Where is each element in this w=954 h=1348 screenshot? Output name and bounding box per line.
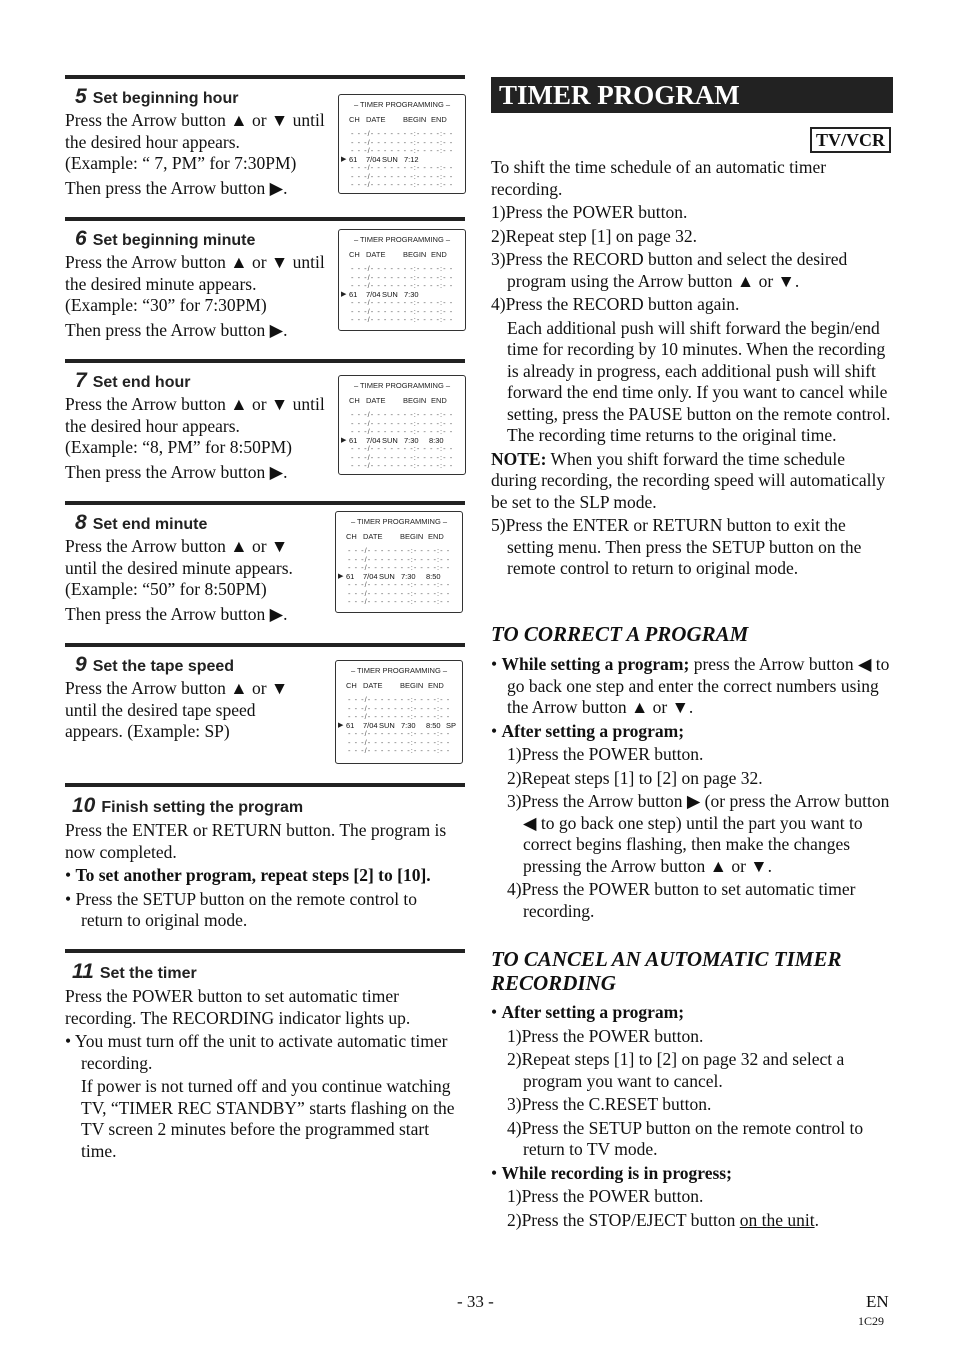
screen-title: – TIMER PROGRAMMING –: [353, 100, 451, 109]
empty-row: - - -/- - - - - - -:- - - -:- -: [351, 444, 454, 453]
selection-arrow-icon: ▶: [338, 721, 344, 729]
empty-row: - - -/- - - - - - -:- - - -:- -: [351, 171, 454, 180]
step-text: Press the Arrow button ▲ or ▼ until the desired tape speed appears. (Example: SP): [65, 678, 289, 741]
header-ch: CH: [349, 250, 360, 259]
timer-screen: [335, 511, 463, 613]
language-label: EN: [866, 1292, 889, 1311]
cell-ch: 61: [349, 154, 358, 164]
cell-ch: 61: [349, 289, 358, 299]
cell-day: SUN: [382, 435, 398, 445]
header-begin: BEGIN: [403, 396, 427, 405]
timer-screen: [335, 660, 463, 764]
cell-end: 8:50: [426, 720, 441, 730]
step-text: Press the Arrow button ▲ or ▼ until the desired hour appears. (Example: “ 7, PM” for 7:30PM) Then press the Arrow button ▶.: [65, 110, 325, 198]
empty-row: - - -/- - - - - - -:- - - -:- -: [351, 306, 454, 315]
selection-arrow-icon: ▶: [338, 572, 344, 580]
cell-date: 7/04: [363, 571, 378, 581]
divider: [65, 783, 465, 787]
header-end: END: [431, 250, 447, 259]
cell-begin: 7:30: [401, 571, 416, 581]
step-text: Press the POWER button to set automatic timer recording. The RECORDING indicator lights up. • You must turn off the unit to activate automatic timer recording. If power is not turned off and you continue watching TV, “TIMER REC STANDBY” starts flashing on the TV screen 2 minutes before the programmed start time.: [65, 986, 455, 1161]
page-number: - 33 -: [457, 1292, 494, 1311]
empty-row: - - -/- - - - - - -:- - - -:- -: [351, 298, 454, 307]
step-heading: 7 Set end hour: [75, 369, 191, 392]
cell-day: SUN: [382, 289, 398, 299]
cell-date: 7/04: [366, 154, 381, 164]
divider: [65, 949, 465, 953]
header-end: END: [431, 396, 447, 405]
cell-day: SUN: [379, 720, 395, 730]
cell-end: 8:50: [426, 571, 441, 581]
selection-arrow-icon: ▶: [341, 290, 347, 298]
header-end: END: [428, 532, 444, 541]
header-begin: BEGIN: [400, 681, 424, 690]
empty-row: - - -/- - - - - - -:- - - -:- -: [348, 597, 451, 606]
empty-row: - - -/- - - - - - -:- - - -:- -: [348, 695, 451, 704]
step-heading: 5 Set beginning hour: [75, 85, 239, 108]
cancel-text: • After setting a program; 1)Press the POWER button. 2)Repeat steps [1] to [2] on page 32 and select a program you want to cancel. 3)Press the C.RESET button. 4)Press the SETUP button on the remote control to return to TV mode. • While recording is in progress; 1)Press the POWER button. 2)Press the STOP/EJECT button on the unit.: [491, 1002, 864, 1230]
empty-row: - - -/- - - - - - -:- - - -:- -: [351, 410, 454, 419]
header-ch: CH: [346, 532, 357, 541]
page-title: TIMER PROGRAM EXTENSION: [491, 77, 893, 113]
empty-row: - - -/- - - - - - -:- - - -:- -: [348, 703, 451, 712]
screen-title: – TIMER PROGRAMMING –: [353, 235, 451, 244]
empty-row: - - -/- - - - - - -:- - - -:- -: [351, 461, 454, 470]
cell-date: 7/04: [366, 289, 381, 299]
header-begin: BEGIN: [400, 532, 424, 541]
screen-title: – TIMER PROGRAMMING –: [350, 517, 448, 526]
divider: [65, 217, 465, 221]
header-end: END: [431, 115, 447, 124]
step-heading: 6 Set beginning minute: [75, 227, 256, 250]
empty-row: - - -/- - - - - - -:- - - -:- -: [351, 281, 454, 290]
empty-row: - - -/- - - - - - -:- - - -:- -: [348, 546, 451, 555]
empty-row: - - -/- - - - - - -:- - - -:- -: [351, 163, 454, 172]
divider: [65, 75, 465, 79]
empty-row: - - -/- - - - - - -:- - - -:- -: [348, 712, 451, 721]
timer-screen: [338, 94, 466, 194]
divider: [65, 501, 465, 505]
step-heading: 11 Set the timer: [72, 960, 197, 983]
cell-begin: 7:30: [404, 289, 419, 299]
header-date: DATE: [363, 681, 383, 690]
section-heading: TO CANCEL AN AUTOMATIC TIMER RECORDING: [491, 947, 842, 995]
cell-date: 7/04: [363, 720, 378, 730]
header-date: DATE: [366, 250, 386, 259]
empty-row: - - -/- - - - - - -:- - - -:- -: [348, 746, 451, 755]
cell-day: SUN: [379, 571, 395, 581]
header-ch: CH: [346, 681, 357, 690]
empty-row: - - -/- - - - - - -:- - - -:- -: [351, 427, 454, 436]
divider: [65, 643, 465, 647]
empty-row: - - -/- - - - - - -:- - - -:- -: [348, 580, 451, 589]
empty-row: - - -/- - - - - - -:- - - -:- -: [348, 563, 451, 572]
step-text: Press the Arrow button ▲ or ▼ until the desired minute appears. (Example: “50” for 8:50PM) Then press the Arrow button ▶.: [65, 536, 293, 624]
correct-text: • While setting a program; press the Arrow button ◀ to go back one step and enter the correct numbers using the Arrow button ▲ or ▼. • After setting a program; 1)Press the POWER button. 2)Repeat steps [1] to [2] on page 32. 3)Press the Arrow button ▶ (or press the Arrow button ◀ to go back one step) until the part you want to correct begins flashing, then make the changes pressing the Arrow button ▲ or ▼. 4)Press the POWER button to set automatic timer recording.: [491, 654, 890, 921]
section-heading: TO CORRECT A PROGRAM: [491, 622, 749, 646]
step-heading: 10 Finish setting the program: [72, 794, 304, 817]
empty-row: - - -/- - - - - - -:- - - -:- -: [351, 264, 454, 273]
screen-title: – TIMER PROGRAMMING –: [353, 381, 451, 390]
selection-arrow-icon: ▶: [341, 436, 347, 444]
empty-row: - - -/- - - - - - -:- - - -:- -: [351, 146, 454, 155]
model-code: 1C29: [858, 1314, 885, 1328]
empty-row: - - -/- - - - - - -:- - - -:- -: [351, 452, 454, 461]
header-end: END: [428, 681, 444, 690]
cell-begin: 7:12: [404, 154, 419, 164]
empty-row: - - -/- - - - - - -:- - - -:- -: [351, 180, 454, 189]
step-text: Press the Arrow button ▲ or ▼ until the desired hour appears. (Example: “8, PM” for 8:50PM) Then press the Arrow button ▶.: [65, 394, 325, 482]
empty-row: - - -/- - - - - - -:- - - -:- -: [351, 315, 454, 324]
cell-day: SUN: [382, 154, 398, 164]
step-text: Press the ENTER or RETURN button. The program is now completed. • To set another program, repeat steps [2] to [10]. • Press the SETUP button on the remote control to return to original mode.: [65, 820, 447, 930]
step-heading: 9 Set the tape speed: [75, 653, 235, 676]
timer-screen: [338, 375, 466, 475]
empty-row: - - -/- - - - - - -:- - - -:- -: [348, 588, 451, 597]
cell-speed: SP: [446, 720, 457, 730]
header-date: DATE: [366, 396, 386, 405]
step-heading: 8 Set end minute: [75, 511, 208, 534]
header-begin: BEGIN: [403, 115, 427, 124]
mode-badge: TV/VCR: [810, 127, 891, 153]
empty-row: - - -/- - - - - - -:- - - -:- -: [351, 129, 454, 138]
header-date: DATE: [363, 532, 383, 541]
cell-begin: 7:30: [404, 435, 419, 445]
header-date: DATE: [366, 115, 386, 124]
timer-screen: [338, 229, 466, 331]
cell-ch: 61: [346, 571, 355, 581]
header-begin: BEGIN: [403, 250, 427, 259]
cell-begin: 7:30: [401, 720, 416, 730]
divider: [65, 359, 465, 363]
empty-row: - - -/- - - - - - -:- - - -:- -: [351, 418, 454, 427]
step-text: Press the Arrow button ▲ or ▼ until the desired minute appears. (Example: “30” for 7:30PM) Then press the Arrow button ▶.: [65, 252, 325, 340]
selection-arrow-icon: ▶: [341, 155, 347, 163]
empty-row: - - -/- - - - - - -:- - - -:- -: [348, 729, 451, 738]
empty-row: - - -/- - - - - - -:- - - -:- -: [351, 137, 454, 146]
extension-text: To shift the time schedule of an automatic timer recording. 1)Press the POWER button. 2)Repeat step [1] on page 32. 3)Press the RECORD button and select the desired program using the Arrow button ▲ or ▼. 4)Press the RECORD button again. Each additional push will shift forward the begin/end time for recording by 10 minutes. When the recording is already in progress, each additional push will shift forward the end time only. If you want to cancel while setting, press the PAUSE button on the remote control. The recording time returns to the original time. NOTE: When you shift forward the time schedule during recording, the recording speed will automatically be set to the SLP mode. 5)Press the ENTER or RETURN button to exit the setting menu. Then press the SETUP button on the remote control to return to original mode.: [491, 157, 891, 578]
cell-end: 8:30: [429, 435, 444, 445]
header-ch: CH: [349, 396, 360, 405]
empty-row: - - -/- - - - - - -:- - - -:- -: [348, 554, 451, 563]
cell-date: 7/04: [366, 435, 381, 445]
cell-ch: 61: [346, 720, 355, 730]
empty-row: - - -/- - - - - - -:- - - -:- -: [348, 737, 451, 746]
cell-ch: 61: [349, 435, 358, 445]
header-ch: CH: [349, 115, 360, 124]
screen-title: – TIMER PROGRAMMING –: [350, 666, 448, 675]
empty-row: - - -/- - - - - - -:- - - -:- -: [351, 272, 454, 281]
